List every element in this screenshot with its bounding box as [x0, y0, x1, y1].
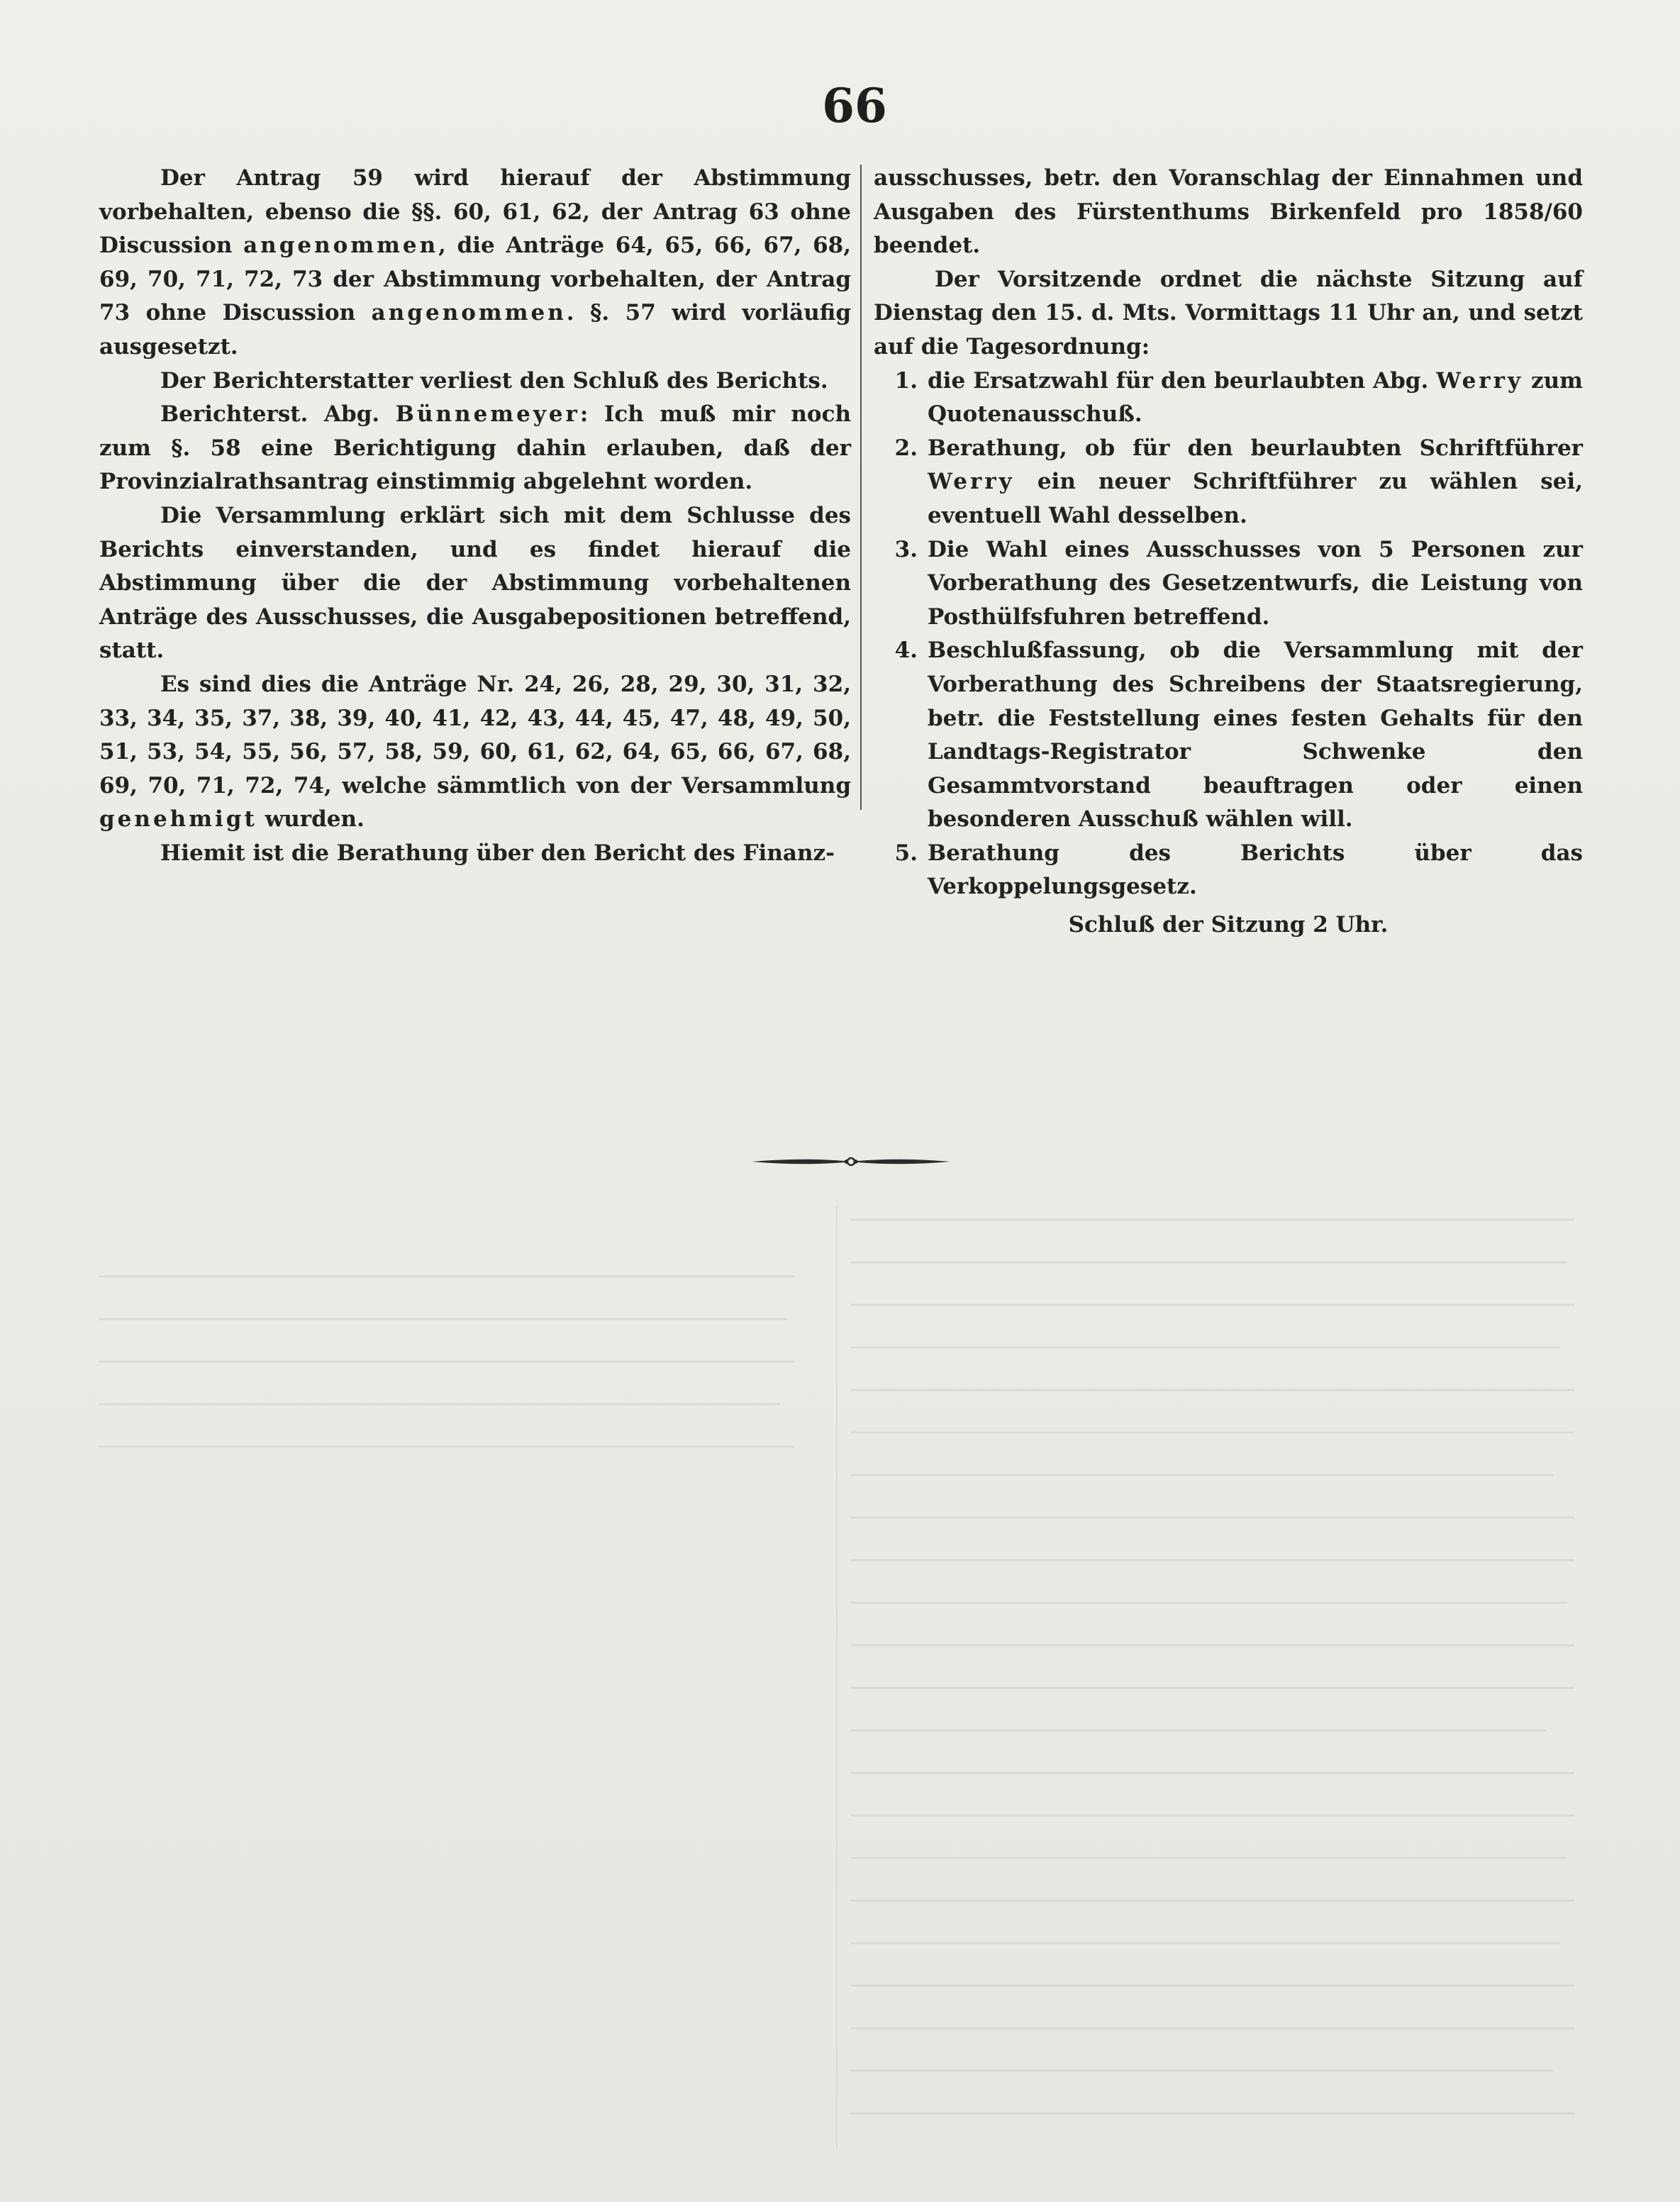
paragraph-rapporteur-reads: Der Berichterstatter verliest den Schluß des Berichts. — [160, 367, 828, 394]
agenda-item-text — [928, 432, 1583, 533]
text-fragment: . §. 57 wird vorläufig ausgesetzt. — [99, 300, 851, 360]
agenda-item — [874, 365, 1583, 432]
column-divider — [860, 165, 862, 810]
session-closing: Schluß der Sitzung 2 Uhr. — [1068, 912, 1389, 938]
text-fragment: Es sind dies die Anträge Nr. 24, 26, 28, 29, 30, 31, 32, 33, 34, 35, 37, 38, 39, 40, 41, 42, 43, 44, 45, 47, 48, 49, 50, 51, 53, 54, 55, 56, 57, 58, 59, 60, 61, 62, 64, 65, 66, 67, 68, 69, 70, 71, 72, 74, welche sämmtlich von der Versammlung — [99, 671, 851, 799]
paragraph-conclusion-end: ausschusses, betr. den Voranschlag der Einnahmen und Ausgaben des Fürstenthums Birkenfeld pro 1858/60 beendet. — [874, 165, 1583, 259]
left-column — [99, 162, 851, 870]
person-name: Werry — [1436, 367, 1523, 394]
text-fragment: : Ich muß mir noch zum §. 58 eine Berichtigung dahin erlauben, daß der Provinzialrathsantrag einstimmig abgelehnt worden. — [99, 401, 851, 495]
agenda-item-text: Beschlußfassung, ob die Versammlung mit der Vorberathung des Schreibens der Staatsregierung, betr. die Feststellung eines festen Gehalts für den Landtags-Registrator Schwenke den Gesammtvorstand beauftragen oder einen besonderen Ausschuß wählen will. — [928, 638, 1583, 833]
paragraph-conclusion-start: Hiemit ist die Berathung über den Bericht des Finanz- — [160, 840, 835, 866]
agenda-item-number: 1. — [894, 367, 918, 394]
emphasis-text: genehmigt — [99, 806, 257, 833]
page-number: 66 — [822, 78, 887, 133]
agenda-item — [874, 432, 1583, 533]
agenda-item-text — [928, 365, 1583, 432]
text-fragment: Berichterst. Abg. — [160, 401, 396, 428]
ornament-divider-icon — [745, 1147, 957, 1176]
paragraph-rapporteur-statement — [99, 398, 851, 499]
text-fragment: Berathung, ob für den beurlaubten Schriftführer — [928, 435, 1583, 461]
right-column — [874, 162, 1583, 942]
agenda-item-number: 5. — [894, 840, 918, 866]
agenda-list — [874, 365, 1583, 905]
agenda-item — [874, 837, 1583, 904]
agenda-item — [874, 634, 1583, 837]
person-name: Werry — [928, 469, 1015, 495]
agenda-item-text: Die Wahl eines Ausschusses von 5 Personen zur Vorberathung des Gesetzentwurfs, die Leistung von Posthülfsfuhren betreffend. — [928, 536, 1583, 630]
text-fragment: ein neuer Schriftführer zu wählen sei, eventuell Wahl desselben. — [928, 469, 1583, 528]
text-fragment: Der Antrag 59 wird hierauf der Abstimmung vorbehalten, ebenso die §§. 60, 61, 62, der Antrag 63 ohne Discussion — [99, 165, 851, 259]
agenda-item — [874, 533, 1583, 635]
agenda-item-number: 3. — [894, 536, 918, 562]
agenda-item-number: 4. — [894, 638, 918, 664]
paragraph-approved-motions — [99, 668, 851, 837]
paragraph-assembly-agrees: Die Versammlung erklärt sich mit dem Schlusse des Berichts einverstanden, und es findet hierauf die Abstimmung über die der Abstimmung vorbehaltenen Anträge des Ausschusses, die Ausgabepositionen betreffend, statt. — [99, 502, 851, 664]
text-fragment: die Ersatzwahl für den beurlaubten Abg. — [928, 367, 1437, 394]
bleed-through-texture — [85, 1206, 1596, 2163]
agenda-item-text: Berathung des Berichts über das Verkoppelungsgesetz. — [928, 840, 1583, 900]
paragraph-vote-reservations — [99, 162, 851, 365]
speaker-name: Bünnemeyer — [395, 401, 580, 428]
agenda-item-number: 2. — [894, 435, 918, 461]
paragraph-next-session: Der Vorsitzende ordnet die nächste Sitzung auf Dienstag den 15. d. Mts. Vormittags 11 Uhr an, und setzt auf die Tagesordnung: — [874, 266, 1583, 360]
emphasis-text: angenommen — [371, 300, 567, 326]
text-fragment: zum Quotenausschuß. — [928, 367, 1583, 428]
text-fragment: wurden. — [257, 806, 365, 833]
emphasis-text: angenommen — [243, 233, 439, 259]
text-fragment: , die Anträge 64, 65, 66, 67, 68, 69, 70, 71, 72, 73 der Abstimmung vorbehalten, der Antrag 73 ohne Discussion — [99, 233, 851, 326]
